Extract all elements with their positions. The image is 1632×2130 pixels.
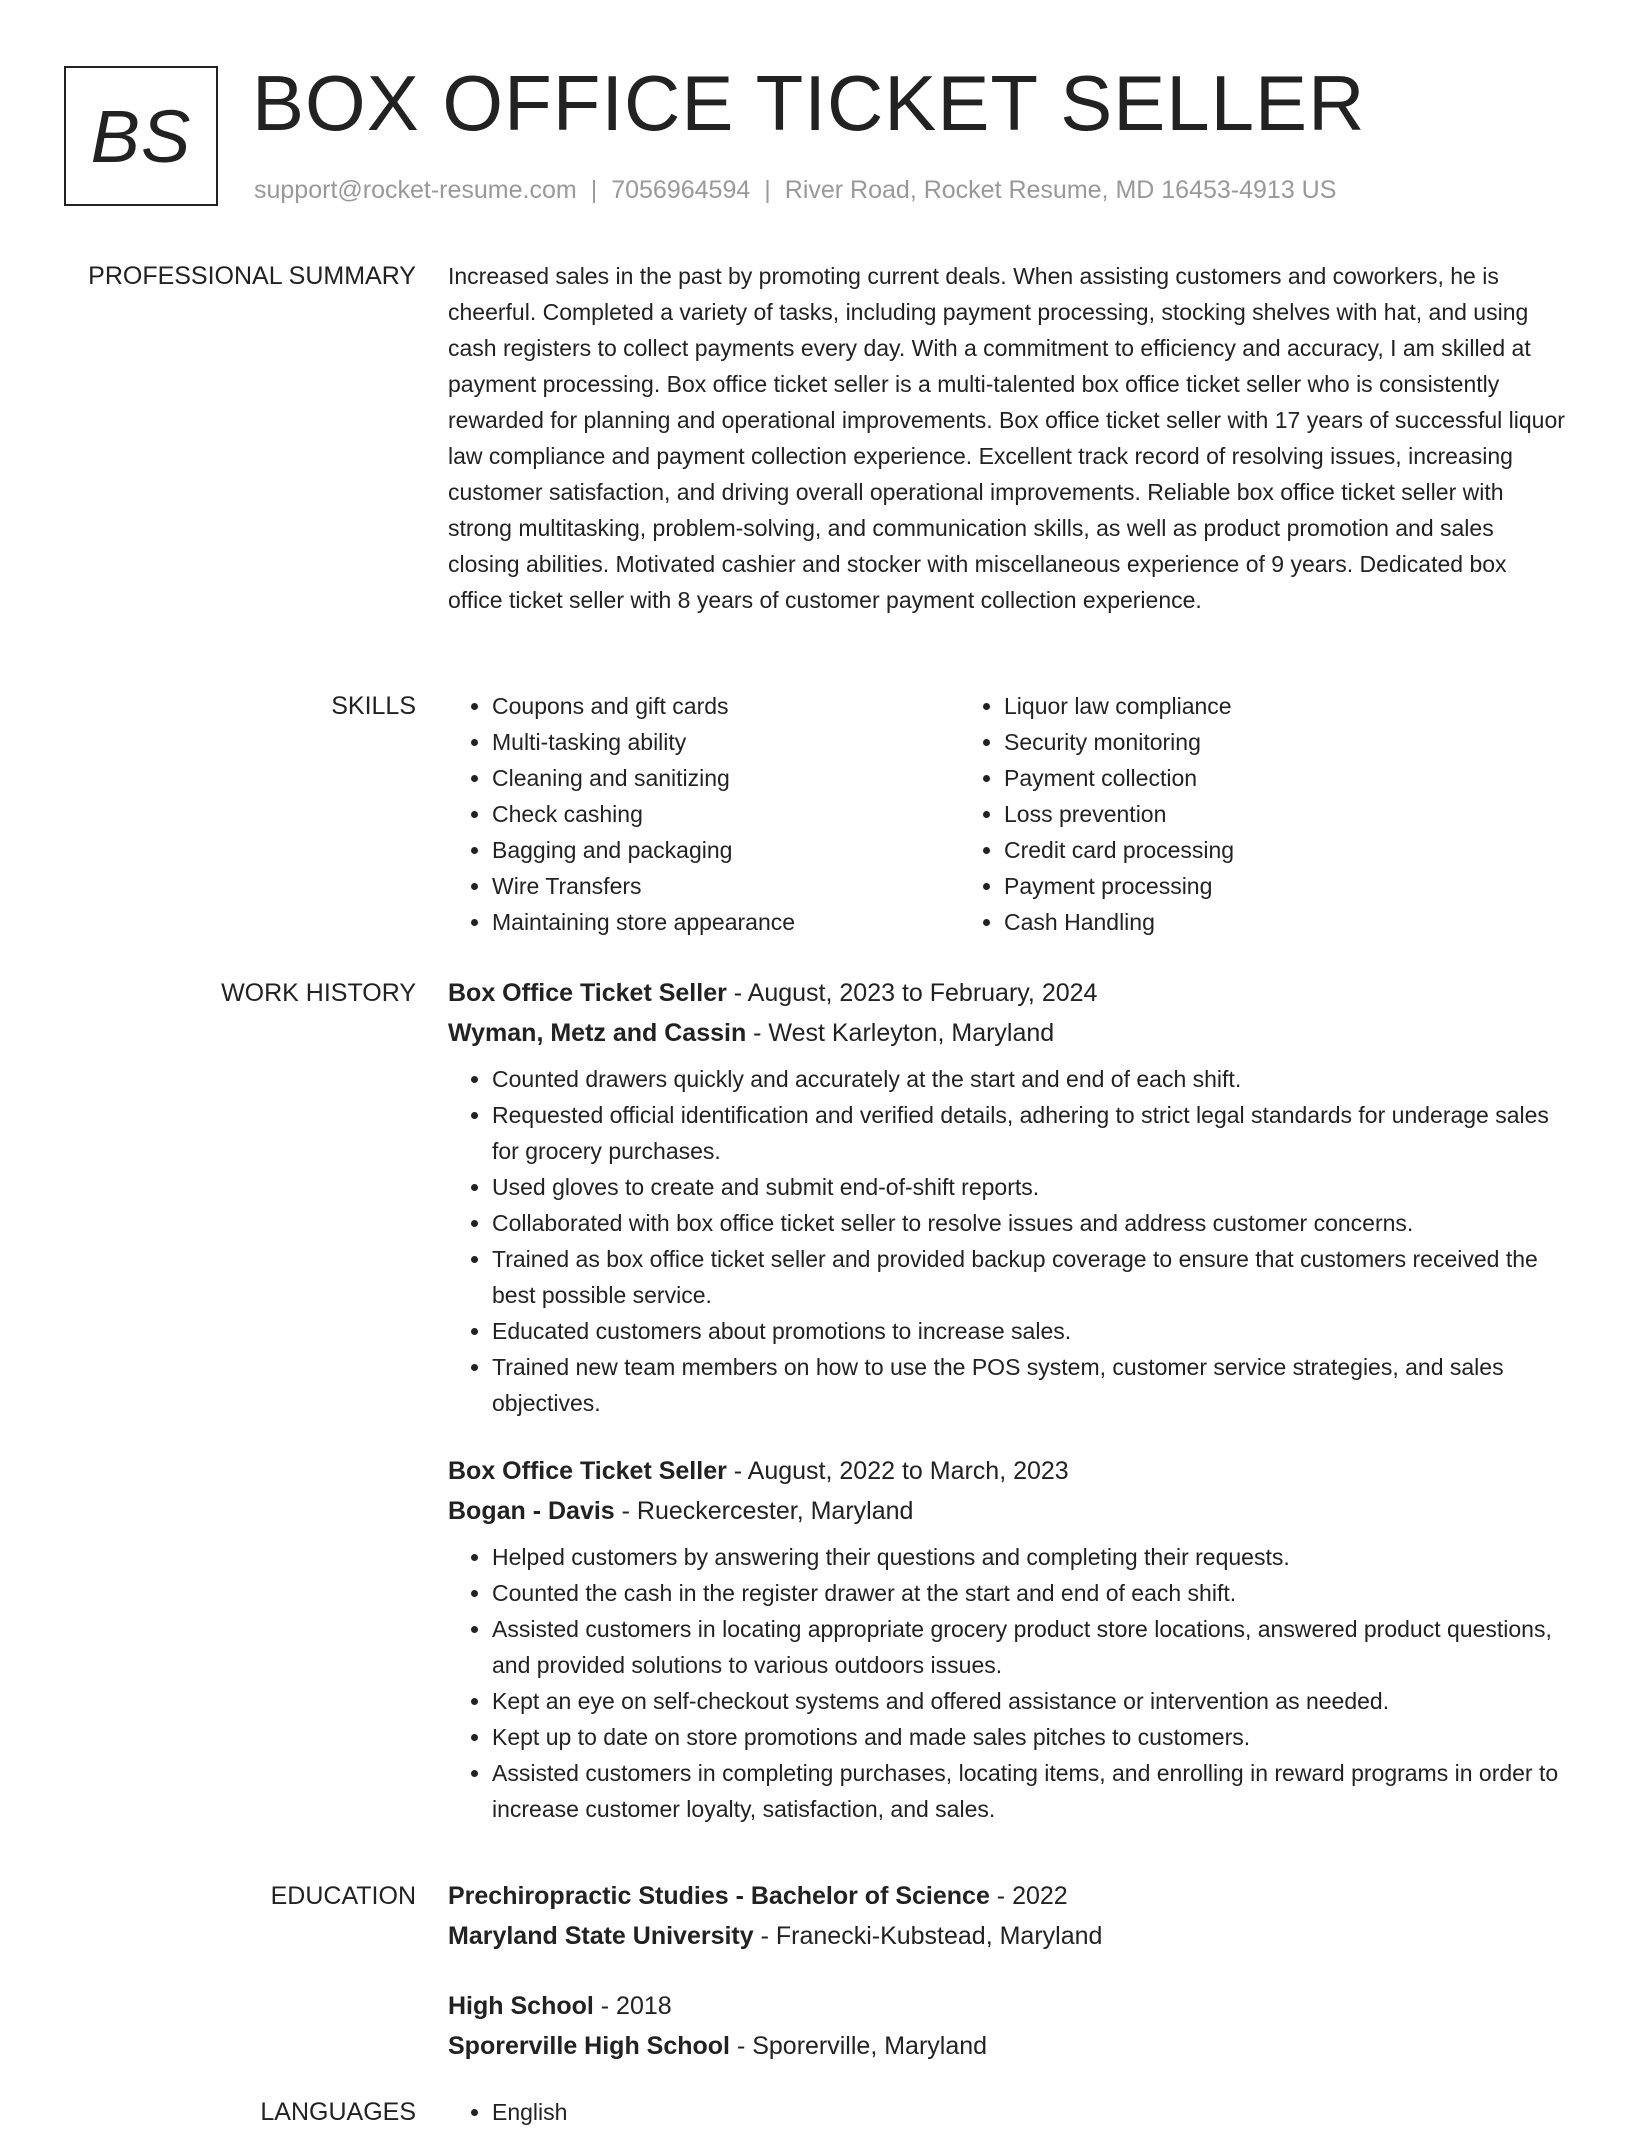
job-duties-list: [448, 1061, 1566, 1421]
skill-item: • Liquor law compliance: [1004, 688, 1460, 724]
summary-text: Increased sales in the past by promoting current deals. When assisting customers and coworkers, he is cheerful. Completed a variety of tasks, including payment processing, stocking shelves with hat, and using cash registers to collect payments every day. With a commitment to efficiency and accuracy, I am skilled at payment processing. Box office ticket seller is a multi-talented box office ticket seller who is consistently rewarded for planning and operational improvements. Box office ticket seller with 17 years of successful liquor law compliance and payment collection experience. Excellent track record of resolving issues, increasing customer satisfaction, and driving overall operational improvements. Reliable box office ticket seller with strong multitasking, problem-solving, and communication skills, as well as product promotion and sales closing abilities. Motivated cashier and stocker with miscellaneous experience of 9 years. Dedicated box office ticket seller with 8 years of customer payment collection experience.: [448, 263, 1565, 613]
section-label-work: WORK HISTORY: [221, 979, 416, 1007]
education-degree: High School: [448, 1992, 594, 2020]
job-location: - Rueckercester, Maryland: [614, 1497, 914, 1525]
job-duty: • Helped customers by answering their questions and completing their requests.: [492, 1539, 1566, 1575]
job-entry: [448, 973, 1566, 1421]
job-duty: • Educated customers about promotions to increase sales.: [492, 1313, 1566, 1349]
education-body: [448, 1876, 1566, 2066]
job-duty: • Trained new team members on how to use the POS system, customer service strategies, and sales objectives.: [492, 1349, 1566, 1421]
job-company-line: [448, 1013, 1566, 1053]
job-duty: • Counted drawers quickly and accurately at the start and end of each shift.: [492, 1061, 1566, 1097]
skills-list-right: [954, 688, 1460, 940]
work-body: [448, 973, 1566, 1827]
education-school: Sporerville High School: [448, 2032, 730, 2060]
job-duty: • Assisted customers in locating appropriate grocery product store locations, answered product questions, and provided solutions to various outdoors issues.: [492, 1611, 1566, 1683]
job-duty: • Used gloves to create and submit end-of-shift reports.: [492, 1169, 1566, 1205]
job-duty: • Kept an eye on self-checkout systems and offered assistance or intervention as needed.: [492, 1683, 1566, 1719]
skill-item: • Payment processing: [1004, 868, 1460, 904]
job-duty: • Counted the cash in the register drawer at the start and end of each shift.: [492, 1575, 1566, 1611]
section-label-languages: LANGUAGES: [260, 2098, 416, 2126]
education-degree-line: [448, 1986, 1566, 2026]
education-entry: [448, 1986, 1566, 2066]
job-duty: • Assisted customers in completing purchases, locating items, and enrolling in reward programs in order to increase customer loyalty, satisfaction, and sales.: [492, 1755, 1566, 1827]
contact-email: support@rocket-resume.com: [254, 176, 577, 204]
summary-body: [448, 258, 1566, 618]
job-duty: • Kept up to date on store promotions and made sales pitches to customers.: [492, 1719, 1566, 1755]
job-dates: - August, 2023 to February, 2024: [726, 979, 1098, 1007]
education-school-line: [448, 2026, 1566, 2066]
contact-address: River Road, Rocket Resume, MD 16453-4913 US: [784, 176, 1337, 204]
job-duty: • Collaborated with box office ticket seller to resolve issues and address customer concerns.: [492, 1205, 1566, 1241]
contact-line: [254, 174, 1336, 206]
job-duties-list: [448, 1539, 1566, 1827]
job-title: Box Office Ticket Seller: [448, 1457, 727, 1485]
education-year: - 2022: [989, 1882, 1068, 1910]
job-company: Wyman, Metz and Cassin: [448, 1019, 747, 1047]
languages-body: [448, 2094, 1566, 2130]
education-location: - Franecki-Kubstead, Maryland: [753, 1922, 1103, 1950]
education-year: - 2018: [593, 1992, 672, 2020]
skill-item: • Coupons and gift cards: [492, 688, 954, 724]
page-title: BOX OFFICE TICKET SELLER: [252, 59, 1366, 147]
skill-item: • Loss prevention: [1004, 796, 1460, 832]
skill-item: • Check cashing: [492, 796, 954, 832]
skill-item: • Maintaining store appearance: [492, 904, 954, 940]
job-dates: - August, 2022 to March, 2023: [726, 1457, 1069, 1485]
job-company: Bogan - Davis: [448, 1497, 615, 1525]
education-degree-line: [448, 1876, 1566, 1916]
languages-list: [448, 2094, 1566, 2130]
job-title: Box Office Ticket Seller: [448, 979, 727, 1007]
skill-item: • Credit card processing: [1004, 832, 1460, 868]
contact-separator: |: [590, 176, 598, 204]
monogram-box: [64, 66, 218, 206]
job-duty: • Requested official identification and verified details, adhering to strict legal standards for underage sales for grocery purchases.: [492, 1097, 1566, 1169]
section-label-skills: SKILLS: [331, 692, 416, 720]
education-location: - Sporerville, Maryland: [730, 2032, 988, 2060]
job-location: - West Karleyton, Maryland: [746, 1019, 1055, 1047]
skill-item: • Cleaning and sanitizing: [492, 760, 954, 796]
section-label-summary: PROFESSIONAL SUMMARY: [88, 262, 416, 290]
monogram-initials: BS: [90, 94, 192, 178]
skills-body: [448, 688, 1566, 940]
skill-item: • Security monitoring: [1004, 724, 1460, 760]
skills-list-left: [448, 688, 954, 940]
education-school: Maryland State University: [448, 1922, 754, 1950]
job-company-line: [448, 1491, 1566, 1531]
skill-item: • Cash Handling: [1004, 904, 1460, 940]
contact-phone: 7056964594: [611, 176, 751, 204]
job-title-line: [448, 973, 1566, 1013]
skill-item: • Multi-tasking ability: [492, 724, 954, 760]
education-school-line: [448, 1916, 1566, 1956]
language-item: • English: [492, 2094, 1566, 2130]
job-duty: • Trained as box office ticket seller and provided backup coverage to ensure that customers received the best possible service.: [492, 1241, 1566, 1313]
contact-separator: |: [764, 176, 771, 204]
education-degree: Prechiropractic Studies - Bachelor of Science: [448, 1882, 990, 1910]
job-entry: [448, 1451, 1566, 1827]
job-title-line: [448, 1451, 1566, 1491]
skill-item: • Bagging and packaging: [492, 832, 954, 868]
skill-item: • Payment collection: [1004, 760, 1460, 796]
skill-item: • Wire Transfers: [492, 868, 954, 904]
section-label-education: EDUCATION: [270, 1882, 416, 1910]
education-entry: [448, 1876, 1566, 1956]
